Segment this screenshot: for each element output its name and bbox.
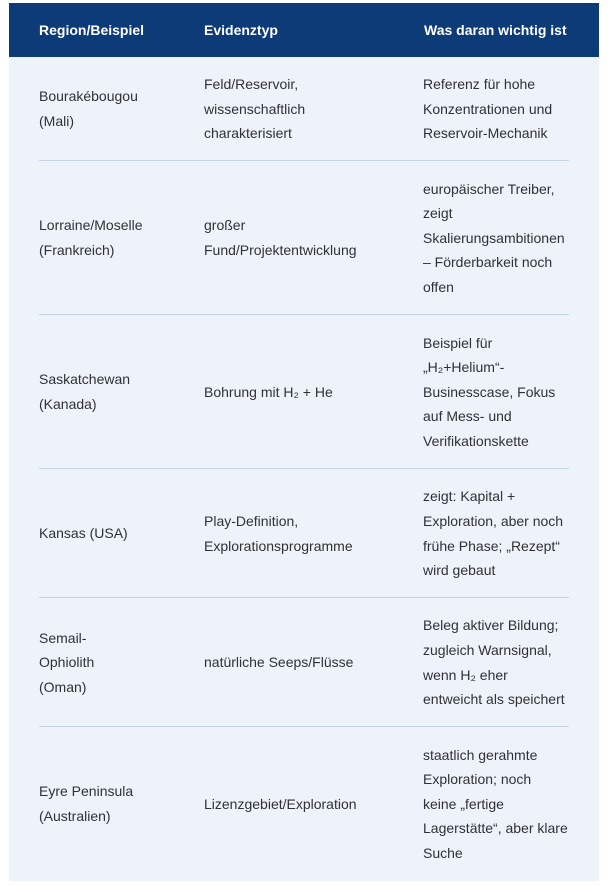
cell-region: Saskatchewan (Kanada) — [39, 371, 131, 412]
cell-importance: europäischer Treiber, zeigt Skalierungsambitionen – Förderbarkeit noch offen — [423, 180, 565, 295]
table-row — [9, 315, 599, 469]
cell-evidence-type: Feld/Reservoir, wissenschaftlich charakterisiert — [204, 76, 306, 142]
table-row — [9, 598, 599, 727]
cell-region: Lorraine/Moselle (Frankreich) — [39, 217, 143, 258]
cell-evidence-type: Bohrung mit H₂ + He — [204, 383, 333, 400]
table-row — [9, 161, 599, 315]
header-importance: Was daran wichtig ist — [424, 22, 567, 38]
cell-evidence-type: natürliche Seeps/Flüsse — [204, 654, 354, 671]
cell-region: Bourakébougou (Mali) — [39, 88, 138, 129]
comparison-table — [9, 3, 599, 881]
cell-evidence-type: großer Fund/Projektentwicklung — [204, 217, 357, 258]
cell-importance: Referenz für hohe Konzentrationen und Reservoir-Mechanik — [423, 76, 553, 142]
header-evidence-type: Evidenztyp — [204, 22, 278, 38]
cell-region: Eyre Peninsula (Australien) — [39, 783, 134, 824]
cell-importance: Beleg aktiver Bildung; zugleich Warnsignal, wenn H₂ eher entweicht als speichert — [423, 617, 565, 708]
table-row — [9, 57, 599, 161]
cell-evidence-type: Play-Definition, Explorationsprogramme — [204, 512, 353, 554]
cell-importance: zeigt: Kapital + Exploration, aber noch frühe Phase; „Rezept“ wird gebaut — [423, 488, 564, 579]
table-row — [9, 727, 599, 881]
cell-region: Kansas (USA) — [39, 525, 128, 542]
cell-region: Semail- Ophiolith (Oman) — [39, 629, 95, 695]
table-row — [9, 469, 599, 598]
cell-importance: Beispiel für „H₂+Helium“- Businesscase, Fokus auf Mess- und Verifikationskette — [423, 334, 556, 449]
table-header — [9, 3, 599, 57]
cell-evidence-type: Lizenzgebiet/Exploration — [204, 795, 357, 812]
cell-importance: staatlich gerahmte Exploration; noch keine „fertige Lagerstätte“, aber klare Suche — [423, 746, 568, 861]
header-region: Region/Beispiel — [39, 22, 145, 38]
